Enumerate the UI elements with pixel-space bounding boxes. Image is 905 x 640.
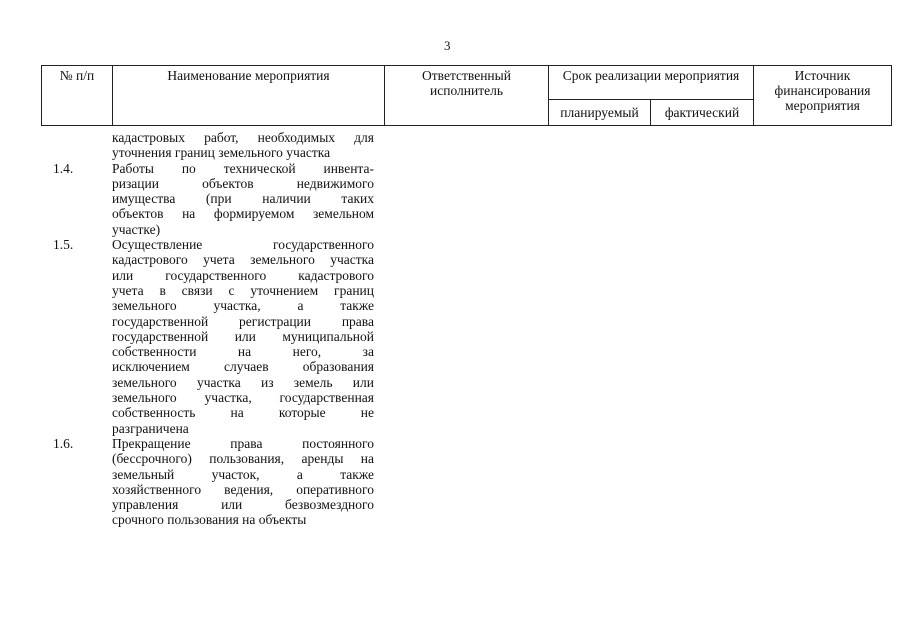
text-line: кадастровых работ, необходимых для [112,130,374,145]
row-number: 1.4. [53,160,74,176]
header-term: Срок реализации мероприятия [549,66,754,100]
table-row [41,237,401,436]
text-line: собственность на которые не [112,405,374,421]
text-line: государственной или муниципальной [112,328,374,344]
row-activity-name [112,237,374,436]
table-row [41,436,401,528]
text-line: земельный участок, а также [112,466,374,482]
header-name: Наименование мероприятия [113,66,385,126]
table-row [41,130,401,161]
text-line: срочного пользования на объекты [112,512,307,528]
text-line: собственности на него, за [112,344,374,360]
row-number: 1.6. [53,435,74,451]
text-line: хозяйственного ведения, оперативного [112,481,374,497]
table-body [41,130,401,528]
text-line: или государственного кадастрового [112,267,374,283]
text-line: земельного участка, а также [112,298,374,314]
text-line: разграничена [112,420,189,436]
text-line: объектов на формируемом земельном [112,206,374,222]
table-row [41,161,401,237]
row-number: 1.5. [53,237,74,253]
page-number: 3 [444,38,451,53]
row-activity-name [112,130,374,161]
text-line: учета в связи с уточнением границ [112,282,374,298]
text-line: имущества (при наличии таких [112,191,374,207]
text-line: (бессрочного) пользования, аренды на [112,451,374,467]
header-num: № п/п [42,66,113,126]
text-line: земельного участка из земель или [112,374,374,390]
text-line: кадастрового учета земельного участка [112,252,374,268]
row-number [41,130,112,161]
row-activity-name [112,161,374,237]
text-line: государственной регистрации права [112,313,374,329]
text-line: Работы по технической инвента- [112,160,374,176]
text-line: ризации объектов недвижимого [112,175,374,191]
text-line: уточнения границ земельного участка [112,145,331,161]
text-line: Прекращение права постоянного [112,435,374,451]
text-line: земельного участка, государственная [112,390,374,406]
text-line: Осуществление государственного [112,237,374,253]
header-responsible: Ответственный исполнитель [385,66,549,126]
header-term-actual: фактический [651,100,754,126]
text-line: участке) [112,221,161,237]
text-line: управления или безвозмездного [112,497,374,513]
header-table [41,65,892,126]
header-term-planned: планируемый [549,100,651,126]
header-source: Источник финансирования мероприятия [754,66,892,126]
row-activity-name [112,436,374,528]
text-line: исключением случаев образования [112,359,374,375]
